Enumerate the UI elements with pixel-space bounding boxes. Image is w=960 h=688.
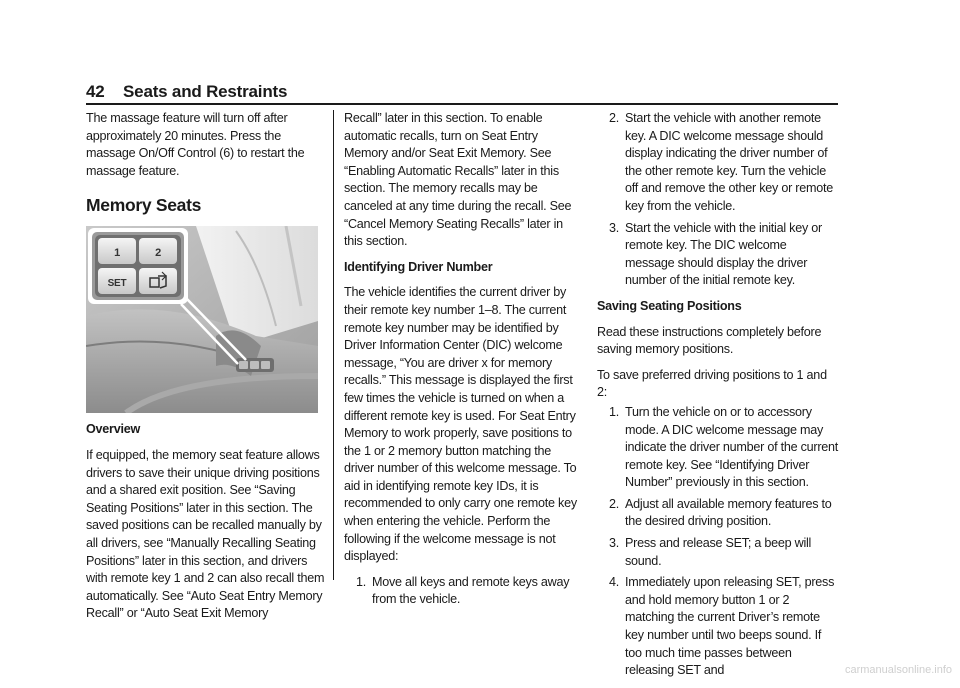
identify-steps-list xyxy=(344,574,581,609)
column-1 xyxy=(86,110,326,631)
memory-button-2-label: 2 xyxy=(155,247,161,260)
list-item: 4. Immediately upon releasing SET, press and hold memory button 1 or 2 matching the current Driver’s remote key number until two beeps sound. If too much time passes between releasing SET and xyxy=(608,575,835,678)
column-3 xyxy=(597,110,839,688)
set-button-label: SET xyxy=(107,278,127,290)
section-heading-memory-seats: Memory Seats xyxy=(86,195,202,216)
list-item: 3. Start the vehicle with the initial key or remote key. The DIC welcome message should display the driver number of the initial remote key. xyxy=(608,220,822,288)
list-item: 2. Start the vehicle with another remote key. A DIC welcome message should display indicating the driver number of the other remote key. Turn the vehicle off and remove the other key or remote key from the vehicle. xyxy=(608,111,833,213)
header-rule xyxy=(86,103,838,105)
watermark: carmanualsonline.info xyxy=(844,664,952,676)
list-item: 1. Turn the vehicle on or to accessory mode. A DIC welcome message may indicate the driver number of the current remote key. See “Identifying Driver Number” previously in this section. xyxy=(608,404,839,490)
list-item: 1. Move all keys and remote keys away from the vehicle. xyxy=(355,574,570,607)
list-item: 2. Adjust all available memory features to the desired driving position. xyxy=(608,496,832,529)
saving-positions-heading: Saving Seating Positions xyxy=(597,298,742,313)
overview-heading: Overview xyxy=(86,422,141,437)
overview-paragraph: If equipped, the memory seat feature allows drivers to save their unique driving positions and a shared exit position. See “Saving Seating Positions” later in this section. The saved positions can be recalled manually by all drivers, see “Manually Recalling Seating Positions” later in this section, and drivers with remote key 1 and 2 can also recall them automatically. See “Auto Seat Entry Memory Recall” or “Auto Seat Exit Memory xyxy=(86,447,325,621)
column-divider xyxy=(333,110,334,580)
identifying-driver-heading: Identifying Driver Number xyxy=(344,259,493,274)
memory-seat-figure xyxy=(86,226,318,413)
section-title: Seats and Restraints xyxy=(123,82,288,101)
intro-paragraph: The massage feature will turn off after approximately 20 minutes. Press the massage On/Off Control (6) to restart the massage feature. xyxy=(86,111,305,178)
identifying-driver-paragraph: The vehicle identifies the current driver by their remote key number 1–8. The current remote key number may be identified by Driver Information Center (DIC) welcome message, “You are driver x for memory recalls.” This message is displayed the first few times the vehicle is turned on when a different remote key is used. For Seat Entry Memory to work properly, save positions to the 1 or 2 memory button matching the driver number of this welcome message. To aid in identifying remote key IDs, it is recommended to only carry one remote key when entering the vehicle. Perform the following if the welcome message is not displayed: xyxy=(344,285,577,564)
identify-steps-continued xyxy=(597,110,839,290)
list-item: 3. Press and release SET; a beep will sound. xyxy=(608,536,812,568)
recall-paragraph: Recall” later in this section. To enable automatic recalls, turn on Seat Entry Memory and/or Seat Exit Memory. See “Enabling Automatic Recalls” later in this section. The memory recalls may be canceled at any time during the recall. See “Cancel Memory Seating Recalls” later in this section. xyxy=(344,111,572,249)
column-2 xyxy=(344,110,581,617)
memory-button-1-label: 1 xyxy=(114,247,120,260)
saving-instructions-paragraph: Read these instructions completely before saving memory positions. xyxy=(597,324,822,357)
saving-steps-list xyxy=(597,404,839,680)
page-header xyxy=(86,82,287,102)
saving-lead-paragraph: To save preferred driving positions to 1 and 2: xyxy=(597,367,827,400)
page-number: 42 xyxy=(86,82,105,101)
